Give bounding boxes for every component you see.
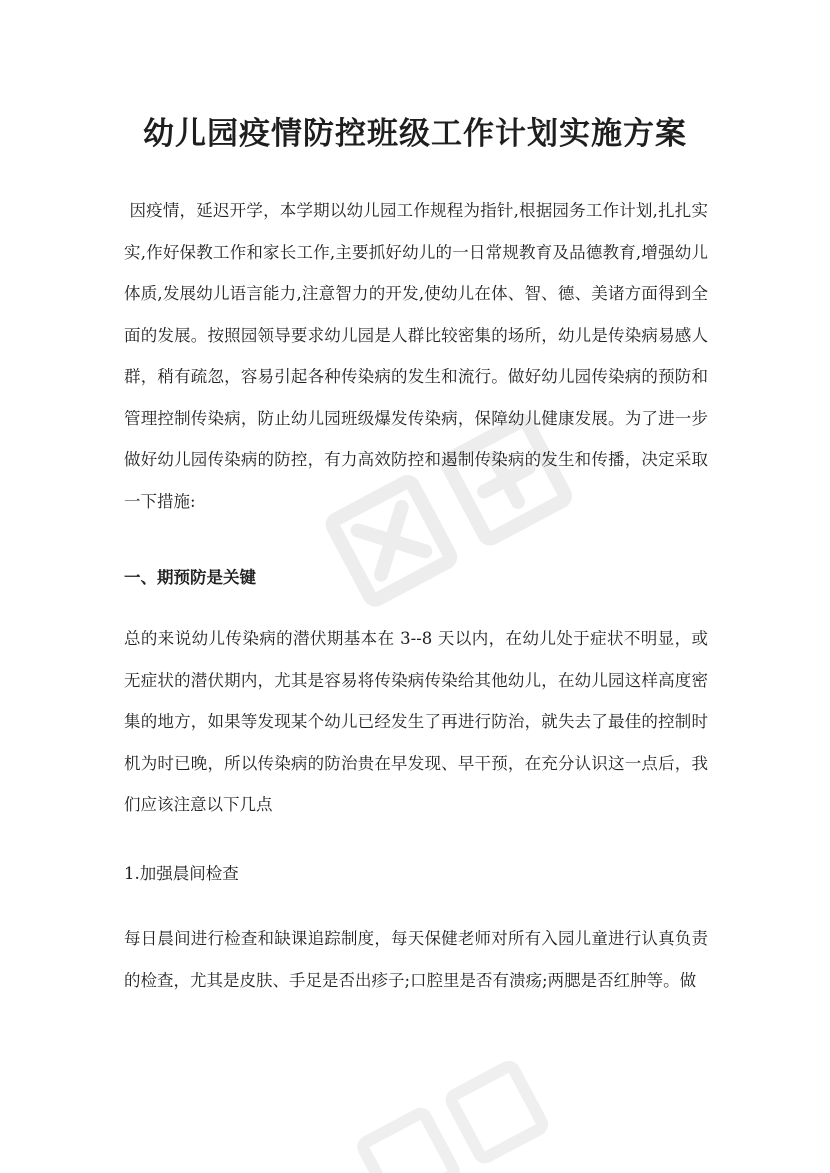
watermark-graphic-bottom: [320, 1060, 580, 1173]
section-heading: 一、期预防是关键: [124, 568, 256, 587]
document-title: 幼儿园疫情防控班级工作计划实施方案: [143, 116, 687, 152]
morning-check-paragraph: 每日晨间进行检查和缺课追踪制度，每天保健老师对所有入园儿童进行认真负责的检查，尤其是皮肤、手足是否出疹子;口腔里是否有溃疡;两腮是否红肿等。做: [124, 929, 708, 990]
intro-paragraph: [124, 190, 708, 522]
incubation-paragraph: 总的来说幼儿传染病的潜伏期基本在 3--8 天以内，在幼儿处于症状不明显，或无症状的潜伏期内，尤其是容易将传染病传染给其他幼儿，在幼儿园这样高度密集的地方，如果等发现某个幼儿已经发生了再进行防治，就失去了最佳的控制时机为时已晚，所以传染病的防治贵在早发现、早干预，在充分认识这一点后，我们应该注意以下几点: [124, 629, 708, 814]
intro-text: 因疫情，延迟开学，本学期以幼儿园工作规程为指针,根据园务工作计划,扎扎实实,作好保教工作和家长工作,主要抓好幼儿的一日常规教育及品德教育,增强幼儿体质,发展幼儿语言能力,注意智力的开发,使幼儿在体、智、德、美诸方面得到全面的发展。按照园领导要求幼儿园是人群比较密集的场所，幼儿是传染病易感人群，稍有疏忽，容易引起各种传染病的发生和流行。做好幼儿园传染病的预防和管理控制传染病，防止幼儿园班级爆发传染病，保障幼儿健康发展。为了进一步做好幼儿园传染病的防控，有力高效防控和遏制传染病的发生和传播，决定采取一下措施:: [124, 201, 708, 511]
subsection-heading: 1.加强晨间检查: [124, 864, 239, 883]
